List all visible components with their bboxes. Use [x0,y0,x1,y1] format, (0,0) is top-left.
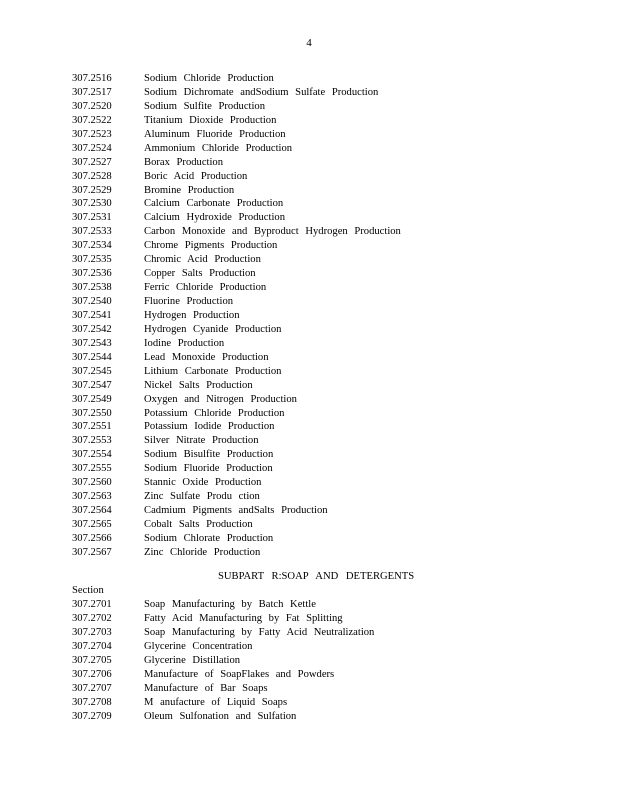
section-number: 307.2528 [72,170,112,182]
section-title: Fatty Acid Manufacturing by Fat Splitting [144,612,343,624]
section-number: 307.2533 [72,226,112,238]
section-entry [72,490,401,504]
section-entry [72,253,401,267]
section-title: Lithium Carbonate Production [144,365,282,377]
page-number: 4 [306,37,312,49]
section-title: Titanium Dioxide Production [144,114,277,126]
section-title: Sodium Fluoride Production [144,463,273,475]
section-number: 307.2531 [72,212,112,224]
section-number: 307.2545 [72,365,112,377]
section-number: 307.2706 [72,668,112,680]
section-entry [72,518,401,532]
section-title: Manufacture of Bar Soaps [144,682,268,694]
section-number: 307.2549 [72,393,112,405]
section-entry [72,668,374,682]
section-entry [72,640,374,654]
section-title: Manufacture of SoapFlakes and Powders [144,668,335,680]
section-title: Boric Acid Production [144,170,248,182]
section-title: Sodium Chlorate Production [144,532,274,544]
section-entry [72,295,401,309]
section-entry [72,546,401,560]
section-title: Hydrogen Cyanide Production [144,323,282,335]
section-title: Oxygen and Nitrogen Production [144,393,297,405]
section-number: 307.2701 [72,599,112,610]
section-title: M anufacture of Liquid Soaps [144,696,288,708]
section-entry [72,598,374,612]
section-title: Zinc Chloride Production [144,546,261,558]
section-number: 307.2708 [72,696,112,708]
section-number: 307.2555 [72,463,112,475]
section-number: 307.2538 [72,282,112,294]
section-title: Iodine Production [144,337,225,349]
section-title: Stannic Oxide Production [144,477,262,489]
section-title: Cadmium Pigments andSalts Production [144,505,328,517]
section-title: Soap Manufacturing by Fatty Acid Neutralization [144,626,375,638]
section-title: Oleum Sulfonation and Sulfation [144,710,297,722]
section-title: Cobalt Salts Production [144,519,253,530]
section-number: 307.2543 [72,337,112,349]
section-number: 307.2541 [72,309,112,321]
section-entry [72,323,401,337]
section-entry [72,100,401,114]
section-title: Chromic Acid Production [144,254,261,266]
section-entry [72,654,374,668]
section-entry [72,281,401,295]
section-title: Glycerine Concentration [144,640,253,652]
section-title: Borax Production [144,156,224,168]
section-entry [72,420,401,434]
section-title: Potassium Chloride Production [144,407,285,419]
section-number: 307.2522 [72,114,112,126]
section-number: 307.2707 [72,682,112,694]
section-entry [72,393,401,407]
section-entry [72,86,401,100]
section-number: 307.2516 [72,73,112,84]
section-title: Calcium Hydroxide Production [144,212,285,224]
section-entry [72,407,401,421]
section-entry [72,211,401,225]
section-number: 307.2702 [72,612,112,624]
section-number: 307.2563 [72,491,112,503]
section-title: Nickel Salts Production [144,379,253,391]
section-entry [72,309,401,323]
section-number: 307.2554 [72,449,112,461]
section-entry [72,462,401,476]
section-number: 307.2524 [72,142,112,154]
section-title: Ferric Chloride Production [144,282,267,294]
section-number: 307.2547 [72,379,112,391]
section-entry [72,612,374,626]
section-title: Sodium Chloride Production [144,73,274,84]
section-number: 307.2523 [72,128,112,140]
section-entry [72,434,401,448]
section-title: Calcium Carbonate Production [144,198,284,210]
section-number: 307.2530 [72,198,112,210]
section-title: Sodium Bisulfite Production [144,449,274,461]
section-entry [72,142,401,156]
section-entry [72,337,401,351]
section-number: 307.2567 [72,546,112,558]
section-entry [72,504,401,518]
section-number: 307.2529 [72,184,112,196]
section-entry [72,626,374,640]
section-number: 307.2536 [72,268,112,280]
section-entry [72,170,401,184]
section-title: Glycerine Distillation [144,654,241,666]
section-number: 307.2565 [72,519,112,530]
section-entry [72,476,401,490]
section-entry [72,239,401,253]
section-entry [72,448,401,462]
section-number: 307.2527 [72,156,112,168]
section-entry [72,197,401,211]
section-title: Ammonium Chloride Production [144,142,293,154]
section-title: Fluorine Production [144,296,234,307]
section-number: 307.2560 [72,477,112,489]
section-number: 307.2551 [72,421,112,433]
section-number: 307.2535 [72,254,112,266]
section-entry [72,156,401,170]
section-number: 307.2709 [72,710,112,722]
section-number: 307.2704 [72,640,112,652]
section-number: 307.2517 [72,86,112,98]
section-number: 307.2520 [72,100,112,112]
section-entry [72,365,401,379]
section-entry [72,72,401,86]
section-number: 307.2553 [72,435,112,447]
section-number: 307.2564 [72,505,112,517]
section-title: Aluminum Fluoride Production [144,128,286,140]
section-entry [72,710,374,724]
section-entry [72,682,374,696]
section-title: Lead Monoxide Production [144,351,269,363]
section-entry [72,351,401,365]
section-number: 307.2544 [72,351,112,363]
section-title: Chrome Pigments Production [144,240,278,252]
section-entry [72,267,401,281]
subpart-r-heading: SUBPART R:SOAP AND DETERGENTS [218,571,415,582]
section-number: 307.2550 [72,407,112,419]
section-number: 307.2540 [72,296,112,307]
section-column-label: Section [72,585,104,596]
section-title: Zinc Sulfate Produ ction [144,491,260,503]
section-number: 307.2534 [72,240,112,252]
section-title: Bromine Production [144,184,235,196]
section-title: Potassium Iodide Production [144,421,275,433]
section-entry [72,128,401,142]
section-number: 307.2542 [72,323,112,335]
section-title: Carbon Monoxide and Byproduct Hydrogen Production [144,226,401,238]
section-number: 307.2566 [72,532,112,544]
section-entry [72,114,401,128]
section-number: 307.2703 [72,626,112,638]
subpart-q-section-list [72,72,401,560]
section-title: Silver Nitrate Production [144,435,259,447]
section-title: Hydrogen Production [144,309,240,321]
section-entry [72,379,401,393]
section-title: Sodium Sulfite Production [144,100,266,112]
section-number: 307.2705 [72,654,112,666]
section-entry [72,225,401,239]
section-entry [72,184,401,198]
section-title: Soap Manufacturing by Batch Kettle [144,599,316,610]
section-entry [72,696,374,710]
subpart-r-section-list [72,598,374,723]
section-title: Copper Salts Production [144,268,256,280]
section-entry [72,532,401,546]
section-title: Sodium Dichromate andSodium Sulfate Production [144,86,379,98]
